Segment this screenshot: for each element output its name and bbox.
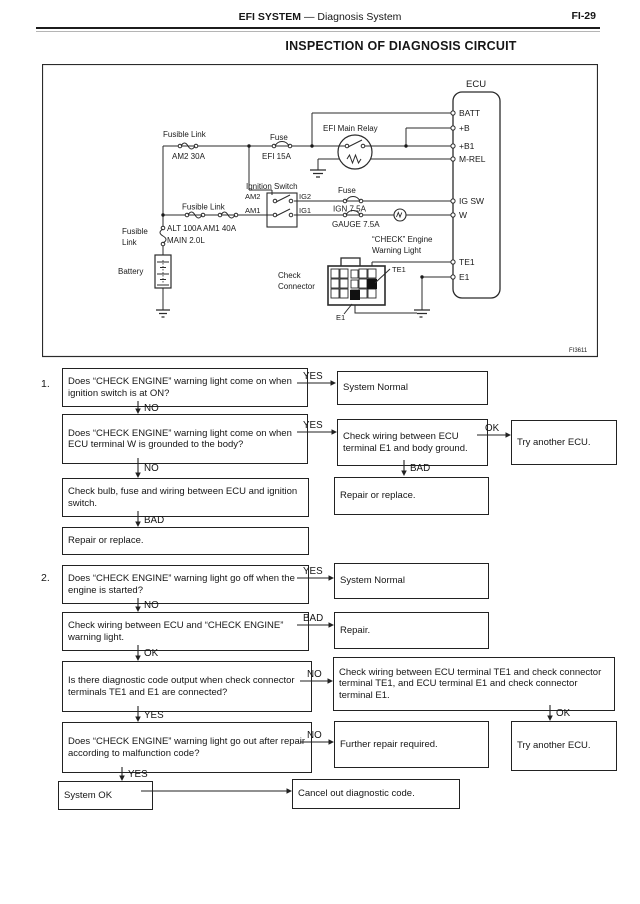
fusible-word-label: Fusible: [122, 227, 148, 236]
no-label-3: NO: [144, 600, 159, 611]
yes-label-2: YES: [303, 420, 323, 431]
fusible-link-alt-label: Fusible Link: [182, 202, 225, 212]
flow-box-q5-light-goes-out: Does “CHECK ENGINE” warning light go out after repair according to malfunction code?: [62, 722, 312, 773]
ecu-label: ECU: [466, 79, 487, 90]
junction-dots: [161, 144, 423, 278]
ignition-switch-symbol: [267, 193, 297, 227]
am2-terminal-label: AM2: [245, 192, 261, 201]
ecu-terminal-e1: E1: [459, 272, 470, 282]
header-rule-shadow: [36, 31, 600, 32]
step-number-2: 2.: [41, 572, 50, 584]
ecu-terminal-batt: BATT: [459, 108, 481, 118]
check-connector-label-1: Check: [278, 271, 301, 280]
flow-box-system-normal-2: System Normal: [334, 563, 489, 599]
check-connector-symbol: [328, 258, 390, 314]
flow-box-try-another-ecu-2: Try another ECU.: [511, 721, 617, 771]
flow-box-further-repair: Further repair required.: [334, 721, 489, 768]
no-label-2: NO: [144, 463, 159, 474]
flow-box-check-wiring-lamp: Check wiring between ECU and “CHECK ENGINE” warning light.: [62, 612, 309, 651]
header-subsection: Diagnosis System: [317, 11, 402, 23]
flow-box-repair-or-replace-1: Repair or replace.: [334, 477, 489, 515]
ecu-terminal-te1: TE1: [459, 257, 475, 267]
am1-terminal-label: AM1: [245, 206, 261, 215]
header-section: EFI SYSTEM: [238, 11, 302, 23]
ecu-terminal-w: W: [459, 210, 468, 220]
bad-label-2: BAD: [144, 515, 165, 526]
no-label-1: NO: [144, 403, 159, 414]
ecu-terminal-plus-b1: +B1: [459, 141, 475, 151]
flow-box-try-another-ecu-1: Try another ECU.: [511, 420, 617, 465]
e1-pin-label: E1: [336, 313, 346, 322]
yes-label-3: YES: [303, 566, 323, 577]
ok-label-2: OK: [144, 648, 159, 659]
flow-box-cancel-code: Cancel out diagnostic code.: [292, 779, 460, 809]
fuse-efi-label: Fuse: [270, 133, 288, 142]
no-label-4: NO: [307, 669, 322, 680]
flow-box-check-wiring-te1: Check wiring between ECU terminal TE1 and check connector terminal TE1, and ECU terminal E1 and check connector terminal E1.: [333, 657, 615, 711]
te1-pin-label: TE1: [392, 265, 406, 274]
header-separator: —: [303, 11, 315, 23]
efi-15a-label: EFI 15A: [262, 152, 291, 161]
flow-box-q2-terminal-w: Does “CHECK ENGINE” warning light come on when ECU terminal W is grounded to the body?: [62, 414, 308, 464]
yes-label-1: YES: [303, 371, 323, 382]
ok-label-3: OK: [556, 708, 571, 719]
flow-box-q1-ignition: Does “CHECK ENGINE” warning light come on when ignition switch is at ON?: [62, 368, 308, 407]
bad-label-1: BAD: [410, 463, 431, 474]
main-20l-label: MAIN 2.0L: [167, 236, 205, 245]
am2-30a-label: AM2 30A: [172, 152, 205, 161]
ecu-terminal-ig-sw: IG SW: [459, 196, 485, 206]
flow-box-system-normal-1: System Normal: [337, 371, 488, 405]
page-title: INSPECTION OF DIAGNOSIS CIRCUIT: [285, 39, 517, 53]
efi-main-relay-label: EFI Main Relay: [323, 124, 378, 133]
ig2-terminal-label: IG2: [299, 192, 312, 201]
battery-symbol: [155, 255, 171, 288]
ok-label-1: OK: [485, 423, 500, 434]
efi-main-relay-symbol: [338, 135, 372, 169]
fuse-ign-label: Fuse: [338, 186, 356, 195]
flow-box-repair-or-replace-2: Repair or replace.: [62, 527, 309, 555]
ign-75a-label: IGN 7.5A: [333, 204, 366, 214]
link-word-label: Link: [122, 238, 137, 247]
flow-box-system-ok: System OK: [58, 781, 153, 810]
ecu-terminal-plus-b: +B: [459, 123, 470, 133]
flow-box-check-bulb: Check bulb, fuse and wiring between ECU and ignition switch.: [62, 478, 309, 517]
flow-box-repair: Repair.: [334, 612, 489, 649]
ig1-terminal-label: IG1: [299, 206, 312, 215]
flow-box-q3-engine-started: Does “CHECK ENGINE” warning light go off when the engine is started?: [62, 565, 309, 604]
flow-box-check-wiring-e1: Check wiring between ECU terminal E1 and body ground.: [337, 419, 488, 466]
yes-label-4: YES: [144, 710, 164, 721]
gauge-75a-label: GAUGE 7.5A: [332, 220, 380, 229]
figure-code: FI3611: [569, 348, 588, 354]
check-engine-light-label-1: “CHECK” Engine: [372, 235, 433, 244]
e1-pin-cell: [350, 290, 360, 300]
alt-am1-links-label: ALT 100A AM1 40A: [167, 224, 237, 233]
check-engine-light-label-2: Warning Light: [372, 246, 422, 255]
page-header: [0, 11, 640, 23]
header-page-number: FI-29: [571, 10, 596, 22]
flow-box-q4-diag-code: Is there diagnostic code output when check connector terminals TE1 and E1 are connected?: [62, 661, 312, 712]
diagram-border: [43, 65, 598, 357]
circuit-diagram: [42, 64, 598, 358]
ignition-switch-label: Ignition Switch: [246, 182, 298, 191]
bad-label-3: BAD: [303, 613, 324, 624]
te1-pin-cell: [367, 279, 377, 289]
header-rule: [36, 27, 600, 29]
fusible-link-am2-label: Fusible Link: [163, 130, 206, 139]
battery-label: Battery: [118, 267, 144, 276]
check-engine-lamp-symbol: [394, 209, 406, 221]
yes-label-5: YES: [128, 769, 148, 780]
ecu-terminal-m-rel: M-REL: [459, 154, 486, 164]
no-label-5: NO: [307, 730, 322, 741]
check-connector-label-2: Connector: [278, 282, 315, 291]
step-number-1: 1.: [41, 378, 50, 390]
